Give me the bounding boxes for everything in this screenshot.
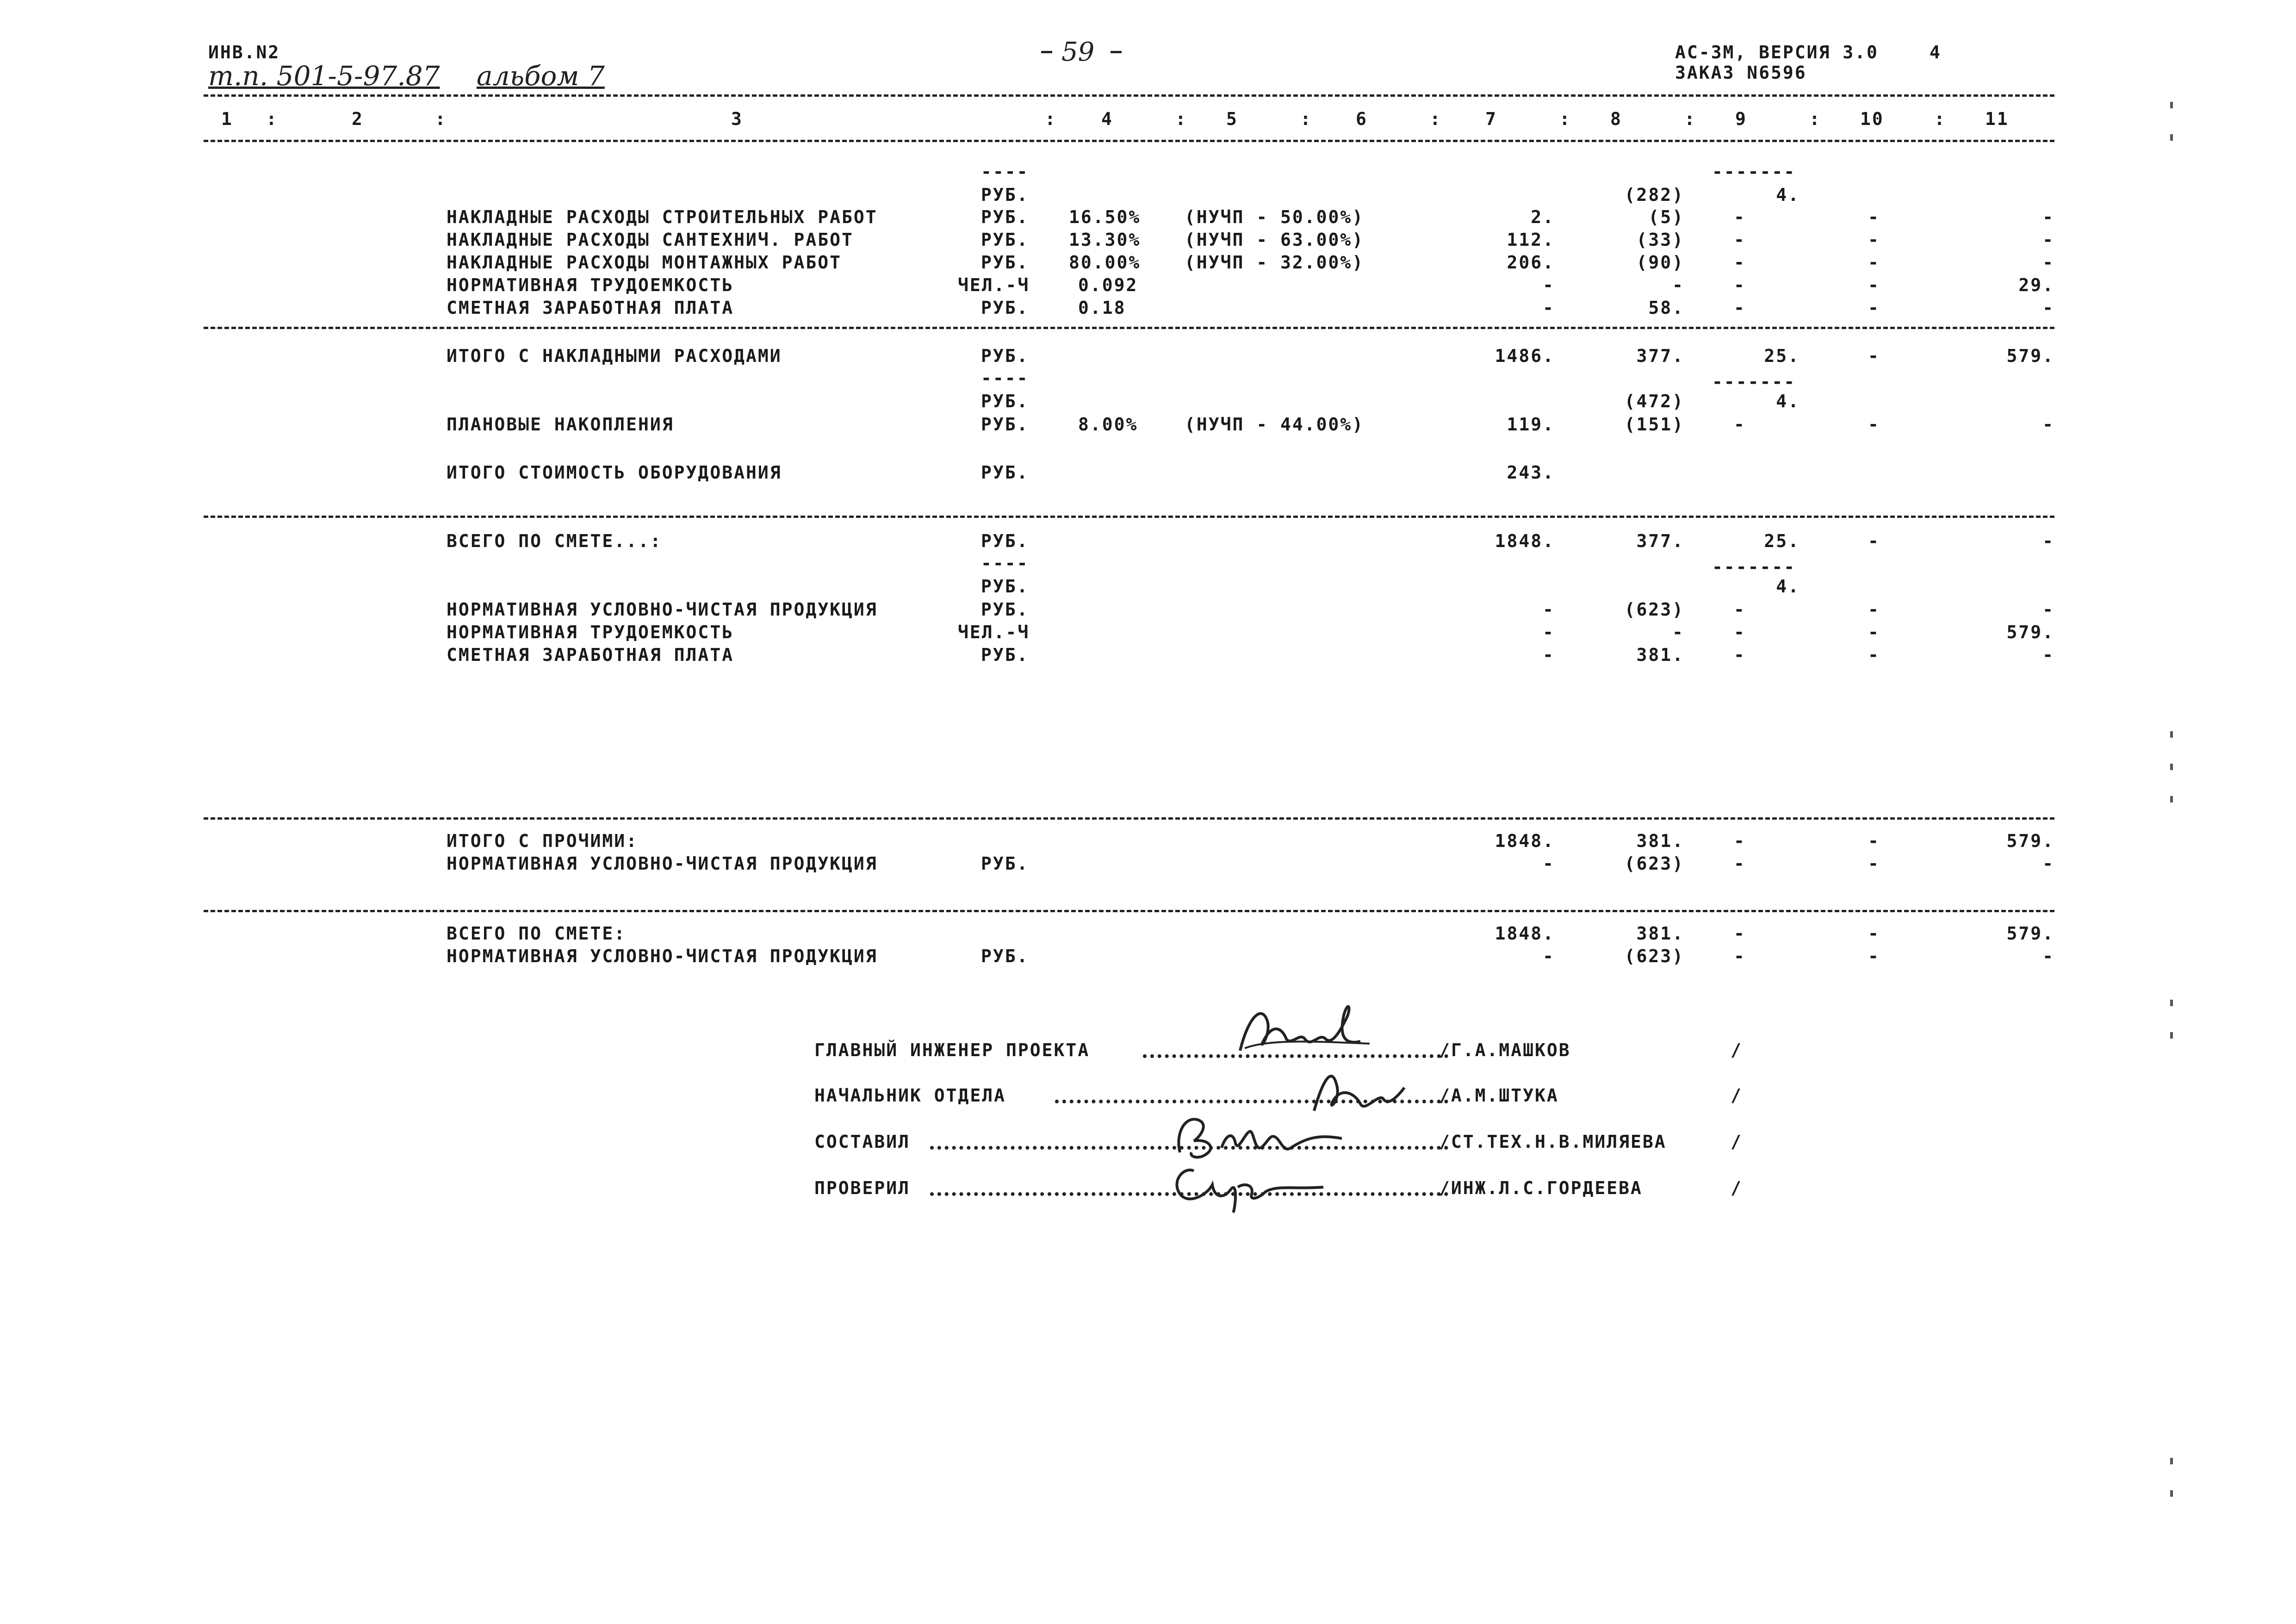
cell-col9: 25. — [1764, 531, 1800, 551]
cell-col7: - — [1543, 946, 1555, 966]
album-handwritten: альбом 7 — [477, 60, 605, 92]
col-header-7: 7 — [1485, 109, 1497, 129]
row-name: НОРМАТИВНАЯ УСЛОВНО-ЧИСТАЯ ПРОДУКЦИЯ — [447, 946, 878, 966]
col-separator: : — [1045, 109, 1057, 129]
unit-cell: РУБ. — [981, 599, 1029, 620]
cell-col7: 1848. — [1495, 531, 1555, 551]
cell-col8: (472) — [1624, 391, 1684, 411]
cell-col8: 381. — [1636, 645, 1684, 665]
cell-col11: - — [2042, 414, 2054, 435]
cell-col11: - — [2042, 252, 2054, 273]
row-name: НОРМАТИВНАЯ ТРУДОЕМКОСТЬ — [447, 275, 734, 295]
cell-col10: - — [1868, 230, 1880, 250]
cell-col9: - — [1734, 275, 1746, 295]
separator — [204, 327, 2054, 329]
row-name: НАКЛАДНЫЕ РАСХОДЫ СТРОИТЕЛЬНЫХ РАБОТ — [447, 207, 878, 227]
cell-col8: (33) — [1636, 230, 1684, 250]
col-header-8: 8 — [1610, 109, 1622, 129]
row-name: ИТОГО СТОИМОСТЬ ОБОРУДОВАНИЯ — [447, 462, 782, 483]
col-header-5: 5 — [1226, 109, 1238, 129]
col-separator: : — [1934, 109, 1946, 129]
cell-col7: 112. — [1507, 230, 1555, 250]
cell-col10: - — [1868, 853, 1880, 874]
page-number-value: 59 — [1061, 37, 1095, 67]
separator — [204, 140, 2054, 142]
row-name: ВСЕГО ПО СМЕТЕ...: — [447, 531, 662, 551]
signature-person: /СТ.ТЕХ.Н.В.МИЛЯЕВА — [1439, 1132, 1667, 1152]
cell-col11: - — [2042, 599, 2054, 620]
cell-col9: - — [1734, 599, 1746, 620]
unit-cell: РУБ. — [981, 946, 1029, 966]
cell-col10: - — [1868, 414, 1880, 435]
cell-col8: (151) — [1624, 414, 1684, 435]
unit-cell: РУБ. — [981, 853, 1029, 874]
unit-cell: РУБ. — [981, 414, 1029, 435]
cell-col9: 4. — [1776, 391, 1800, 411]
unit-cell: РУБ. — [981, 230, 1029, 250]
row-name: ПЛАНОВЫЕ НАКОПЛЕНИЯ — [447, 414, 674, 435]
col-separator: : — [1559, 109, 1571, 129]
cell-col8: 377. — [1636, 346, 1684, 366]
cell-col8: 381. — [1636, 923, 1684, 944]
cell-col8: (5) — [1648, 207, 1684, 227]
percent-cell: 80.00% — [1069, 252, 1141, 273]
cell-col7: - — [1543, 298, 1555, 318]
row-name: СМЕТНАЯ ЗАРАБОТНАЯ ПЛАТА — [447, 645, 734, 665]
cell-col10: - — [1868, 946, 1880, 966]
cell-col7: 119. — [1507, 414, 1555, 435]
signature-role: ПРОВЕРИЛ — [814, 1178, 911, 1198]
cell-col8: 58. — [1648, 298, 1684, 318]
dash-mark: ---- — [981, 162, 1029, 182]
col-separator: : — [435, 109, 447, 129]
cell-col8: - — [1672, 622, 1684, 642]
order-number: ЗАКАЗ N6596 — [1675, 62, 1807, 83]
row-name: ИТОГО С ПРОЧИМИ: — [447, 831, 639, 851]
signature-end: / — [1731, 1132, 1743, 1152]
signature-scribble-icon — [1231, 995, 1388, 1064]
col-separator: : — [1175, 109, 1187, 129]
separator — [204, 910, 2054, 912]
cell-col10: - — [1868, 207, 1880, 227]
signature-role: СОСТАВИЛ — [814, 1132, 911, 1152]
cell-col7: - — [1543, 275, 1555, 295]
row-name: НОРМАТИВНАЯ УСЛОВНО-ЧИСТАЯ ПРОДУКЦИЯ — [447, 853, 878, 874]
cell-col9: - — [1734, 414, 1746, 435]
row-name: НОРМАТИВНАЯ ТРУДОЕМКОСТЬ — [447, 622, 734, 642]
cell-col9: - — [1734, 622, 1746, 642]
col-separator: : — [1684, 109, 1696, 129]
cell-col9: - — [1734, 831, 1746, 851]
percent-cell: 0.092 — [1078, 275, 1138, 295]
cell-col7: - — [1543, 645, 1555, 665]
signature-end: / — [1731, 1085, 1743, 1106]
cell-col11: 579. — [2006, 622, 2054, 642]
separator — [204, 817, 2054, 820]
page-number — [1041, 37, 1152, 69]
unit-cell: РУБ. — [981, 462, 1029, 483]
cell-col10: - — [1868, 275, 1880, 295]
cell-col10: - — [1868, 298, 1880, 318]
cell-col11: - — [2042, 531, 2054, 551]
cell-col8: (282) — [1624, 185, 1684, 205]
nuchp-cell: (НУЧП - 63.00%) — [1185, 230, 1365, 250]
unit-cell: ЧЕЛ.-Ч — [958, 622, 1030, 642]
row-name: НОРМАТИВНАЯ УСЛОВНО-ЧИСТАЯ ПРОДУКЦИЯ — [447, 599, 878, 620]
cell-col9: - — [1734, 252, 1746, 273]
cell-col9: - — [1734, 853, 1746, 874]
unit-cell: РУБ. — [981, 346, 1029, 366]
cell-col7: 1486. — [1495, 346, 1555, 366]
cell-col7: - — [1543, 599, 1555, 620]
nuchp-cell: (НУЧП - 44.00%) — [1185, 414, 1365, 435]
col-header-11: 11 — [1985, 109, 2009, 129]
signature-person: /Г.А.МАШКОВ — [1439, 1040, 1571, 1060]
percent-cell: 0.18 — [1078, 298, 1126, 318]
cell-col7: 206. — [1507, 252, 1555, 273]
cell-col10: - — [1868, 622, 1880, 642]
separator — [204, 516, 2054, 518]
col-separator: : — [1809, 109, 1821, 129]
signature-role: НАЧАЛЬНИК ОТДЕЛА — [814, 1085, 1006, 1106]
cell-col7: 1848. — [1495, 831, 1555, 851]
dash-mark: ---- — [981, 368, 1029, 388]
cell-col10: - — [1868, 645, 1880, 665]
unit-cell: РУБ. — [981, 252, 1029, 273]
percent-cell: 13.30% — [1069, 230, 1141, 250]
unit-cell: РУБ. — [981, 298, 1029, 318]
dash-mark: ------- — [1712, 162, 1796, 182]
nuchp-cell: (НУЧП - 50.00%) — [1185, 207, 1365, 227]
cell-col9: 4. — [1776, 576, 1800, 597]
cell-col11: - — [2042, 298, 2054, 318]
cell-col8: 381. — [1636, 831, 1684, 851]
tp-number-handwritten: т.п. 501-5-97.87 — [208, 60, 440, 92]
cell-col9: - — [1734, 298, 1746, 318]
cell-col8: - — [1672, 275, 1684, 295]
row-name: НАКЛАДНЫЕ РАСХОДЫ МОНТАЖНЫХ РАБОТ — [447, 252, 842, 273]
nuchp-cell: (НУЧП - 32.00%) — [1185, 252, 1365, 273]
cell-col8: (623) — [1624, 599, 1684, 620]
unit-cell: РУБ. — [981, 207, 1029, 227]
unit-cell: РУБ. — [981, 576, 1029, 597]
signature-role: ГЛАВНЫЙ ИНЖЕНЕР ПРОЕКТА — [814, 1040, 1090, 1060]
cell-col9: 25. — [1764, 346, 1800, 366]
cell-col7: - — [1543, 622, 1555, 642]
signature-end: / — [1731, 1040, 1743, 1060]
col-header-1: 1 — [221, 109, 233, 129]
cell-col7: 1848. — [1495, 923, 1555, 944]
cell-col10: - — [1868, 831, 1880, 851]
dash-mark: ------- — [1712, 557, 1796, 577]
cell-col11: - — [2042, 645, 2054, 665]
cell-col10: - — [1868, 252, 1880, 273]
cell-col10: - — [1868, 531, 1880, 551]
cell-col11: 579. — [2006, 831, 2054, 851]
cell-col11: - — [2042, 853, 2054, 874]
cell-col8: (90) — [1636, 252, 1684, 273]
separator — [204, 94, 2054, 97]
row-name: ВСЕГО ПО СМЕТЕ: — [447, 923, 627, 944]
cell-col10: - — [1868, 923, 1880, 944]
cell-col11: - — [2042, 946, 2054, 966]
col-separator: : — [1430, 109, 1442, 129]
col-header-10: 10 — [1860, 109, 1884, 129]
inventory-number: ИНВ.N2 — [208, 42, 280, 62]
cell-col9: - — [1734, 946, 1746, 966]
program-version: АС-3М, ВЕРСИЯ 3.0 — [1675, 42, 1879, 62]
cell-col9: - — [1734, 923, 1746, 944]
cell-col7: 243. — [1507, 462, 1555, 483]
cell-col11: - — [2042, 207, 2054, 227]
sheet-number: 4 — [1930, 42, 1942, 62]
percent-cell: 8.00% — [1078, 414, 1138, 435]
col-header-3: 3 — [731, 109, 743, 129]
cell-col10: - — [1868, 599, 1880, 620]
cell-col7: - — [1543, 853, 1555, 874]
row-name: ИТОГО С НАКЛАДНЫМИ РАСХОДАМИ — [447, 346, 782, 366]
unit-cell: РУБ. — [981, 391, 1029, 411]
col-separator: : — [1300, 109, 1312, 129]
cell-col11: 29. — [2018, 275, 2054, 295]
cell-col9: 4. — [1776, 185, 1800, 205]
unit-cell: ЧЕЛ.-Ч — [958, 275, 1030, 295]
signature-end: / — [1731, 1178, 1743, 1198]
cell-col9: - — [1734, 207, 1746, 227]
percent-cell: 16.50% — [1069, 207, 1141, 227]
unit-cell: РУБ. — [981, 185, 1029, 205]
cell-col11: - — [2042, 230, 2054, 250]
cell-col9: - — [1734, 230, 1746, 250]
cell-col11: 579. — [2006, 923, 2054, 944]
cell-col11: 579. — [2006, 346, 2054, 366]
unit-cell: РУБ. — [981, 645, 1029, 665]
cell-col9: - — [1734, 645, 1746, 665]
unit-cell: РУБ. — [981, 531, 1029, 551]
col-header-9: 9 — [1735, 109, 1747, 129]
col-separator: : — [266, 109, 278, 129]
cell-col7: 2. — [1531, 207, 1555, 227]
dash-mark: ------- — [1712, 372, 1796, 392]
row-name: СМЕТНАЯ ЗАРАБОТНАЯ ПЛАТА — [447, 298, 734, 318]
signature-person: /ИНЖ.Л.С.ГОРДЕЕВА — [1439, 1178, 1643, 1198]
col-header-4: 4 — [1101, 109, 1113, 129]
cell-col8: (623) — [1624, 853, 1684, 874]
row-name: НАКЛАДНЫЕ РАСХОДЫ САНТЕХНИЧ. РАБОТ — [447, 230, 854, 250]
cell-col8: (623) — [1624, 946, 1684, 966]
cell-col8: 377. — [1636, 531, 1684, 551]
dash-mark: ---- — [981, 553, 1029, 573]
col-header-2: 2 — [352, 109, 364, 129]
signature-person: /А.М.ШТУКА — [1439, 1085, 1559, 1106]
col-header-6: 6 — [1356, 109, 1368, 129]
signature-scribble-icon — [1157, 1152, 1360, 1217]
cell-col10: - — [1868, 346, 1880, 366]
